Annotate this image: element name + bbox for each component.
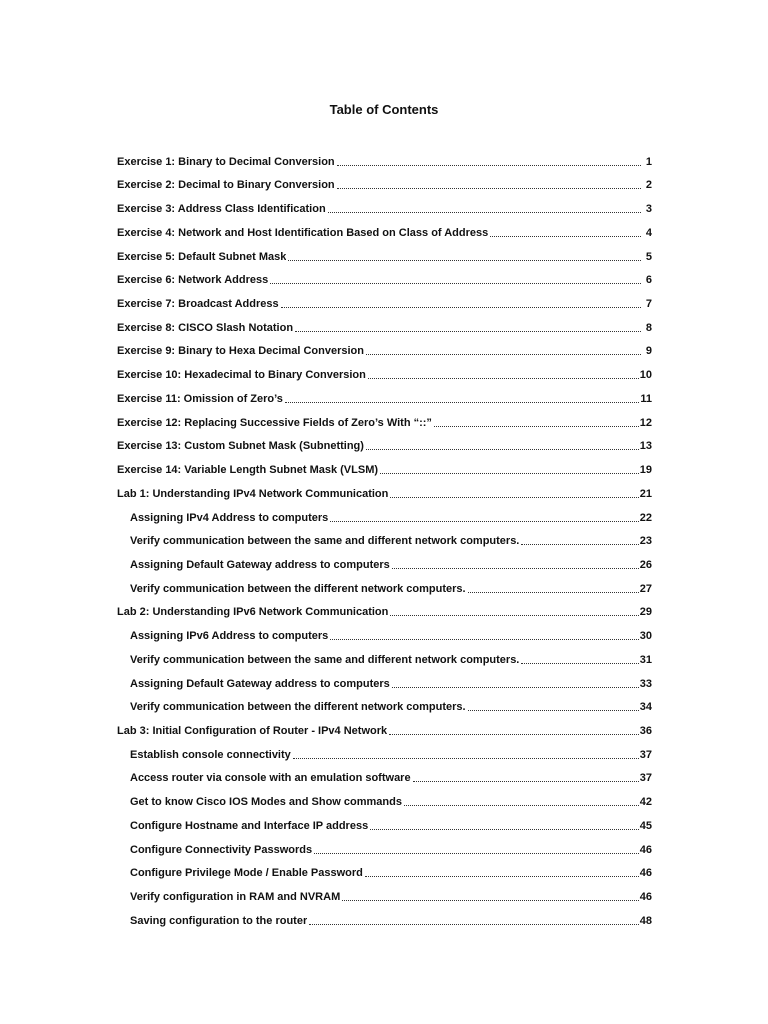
toc-entry-label: Exercise 11: Omission of Zero’s: [117, 392, 283, 405]
toc-entry[interactable]: [117, 737, 652, 761]
toc-entry-label: Lab 2: Understanding IPv6 Network Communication: [117, 606, 389, 619]
toc-entry-page-number: 37: [639, 772, 652, 785]
toc-entry-page-number: 33: [639, 677, 652, 690]
toc-entry-label: Lab 3: Initial Configuration of Router - IPv4 Network: [117, 724, 388, 737]
toc-entry[interactable]: [117, 286, 652, 310]
toc-entry-label: Verify communication between the different network computers.: [130, 701, 466, 714]
toc-dot-leader: [521, 544, 638, 545]
toc-entry[interactable]: [117, 524, 652, 548]
toc-entry[interactable]: [117, 381, 652, 405]
toc-entry-page-number: 2: [645, 179, 652, 192]
toc-entry-page-number: 8: [645, 321, 652, 334]
toc-entry[interactable]: [117, 595, 652, 619]
toc-entry-label: Configure Privilege Mode / Enable Password: [130, 867, 363, 880]
toc-dot-leader: [288, 260, 641, 261]
toc-dot-leader: [404, 805, 639, 806]
toc-dot-leader: [328, 212, 641, 213]
toc-entry-label: Verify communication between the same and different network computers.: [130, 653, 520, 666]
toc-entry-page-number: 31: [639, 653, 652, 666]
toc-entry-page-number: 21: [639, 487, 652, 500]
toc-entry[interactable]: [117, 334, 652, 358]
toc-entry-label: Exercise 4: Network and Host Identification Based on Class of Address: [117, 226, 489, 239]
toc-entry-label: Configure Connectivity Passwords: [130, 843, 313, 856]
toc-entry-label: Assigning IPv6 Address to computers: [130, 630, 329, 643]
toc-entry-page-number: 34: [639, 701, 652, 714]
toc-entry-page-number: 36: [639, 724, 652, 737]
toc-dot-leader: [330, 639, 639, 640]
toc-dot-leader: [309, 924, 639, 925]
toc-entry-page-number: 7: [645, 298, 652, 311]
toc-dot-leader: [390, 615, 638, 616]
toc-entry[interactable]: [117, 547, 652, 571]
toc-entry-page-number: 10: [639, 369, 652, 382]
toc-dot-leader: [468, 710, 639, 711]
toc-dot-leader: [330, 521, 639, 522]
toc-entry[interactable]: [117, 879, 652, 903]
toc-entry-page-number: 11: [640, 392, 652, 405]
toc-entry-page-number: 30: [639, 630, 652, 643]
toc-dot-leader: [365, 876, 639, 877]
toc-entry-label: Exercise 1: Binary to Decimal Conversion: [117, 155, 335, 168]
toc-entry[interactable]: [117, 761, 652, 785]
toc-entry[interactable]: [117, 856, 652, 880]
toc-entry[interactable]: [117, 452, 652, 476]
toc-entry[interactable]: [117, 476, 652, 500]
toc-entry-label: Access router via console with an emulation software: [130, 772, 411, 785]
toc-entry[interactable]: [117, 784, 652, 808]
toc-entry-label: Exercise 5: Default Subnet Mask: [117, 250, 287, 263]
toc-entry-page-number: 9: [645, 345, 652, 358]
toc-entry-page-number: 26: [639, 558, 652, 571]
toc-entry-page-number: 48: [639, 914, 652, 927]
toc-entry[interactable]: [117, 642, 652, 666]
toc-entry[interactable]: [117, 666, 652, 690]
toc-entry[interactable]: [117, 429, 652, 453]
toc-dot-leader: [380, 473, 639, 474]
toc-dot-leader: [434, 426, 639, 427]
toc-entry[interactable]: [117, 357, 652, 381]
toc-entry-label: Exercise 3: Address Class Identification: [117, 203, 326, 216]
toc-dot-leader: [368, 378, 639, 379]
toc-dot-leader: [337, 188, 641, 189]
toc-entry-label: Exercise 8: CISCO Slash Notation: [117, 321, 294, 334]
toc-entry-page-number: 12: [639, 416, 652, 429]
toc-entry-page-number: 37: [639, 748, 652, 761]
toc-dot-leader: [468, 592, 639, 593]
toc-entry-label: Verify configuration in RAM and NVRAM: [130, 891, 341, 903]
toc-entry-label: Exercise 6: Network Address: [117, 274, 269, 287]
toc-entry-label: Verify communication between the different network computers.: [130, 582, 466, 595]
toc-dot-leader: [295, 331, 641, 332]
toc-entry-label: Exercise 10: Hexadecimal to Binary Conversion: [117, 369, 366, 382]
toc-dot-leader: [490, 236, 641, 237]
toc-title: Table of Contents: [329, 102, 439, 117]
toc-entry[interactable]: [117, 618, 652, 642]
toc-list: [117, 144, 652, 927]
toc-dot-leader: [293, 758, 639, 759]
toc-entry[interactable]: [117, 903, 652, 927]
toc-entry[interactable]: [117, 690, 652, 714]
toc-dot-leader: [413, 781, 639, 782]
toc-dot-leader: [314, 853, 639, 854]
toc-entry-label: Assigning Default Gateway address to computers: [130, 558, 390, 571]
toc-entry-page-number: 13: [639, 440, 652, 453]
toc-entry-page-number: 6: [645, 274, 652, 287]
toc-entry[interactable]: [117, 405, 652, 429]
toc-entry-label: Exercise 7: Broadcast Address: [117, 298, 279, 311]
toc-entry-label: Saving configuration to the router: [130, 914, 308, 927]
toc-dot-leader: [342, 900, 639, 901]
toc-dot-leader: [389, 734, 639, 735]
toc-entry[interactable]: [117, 310, 652, 334]
toc-entry[interactable]: [117, 239, 652, 263]
toc-entry-page-number: 3: [645, 203, 652, 216]
toc-entry[interactable]: [117, 215, 652, 239]
toc-entry-label: Exercise 13: Custom Subnet Mask (Subnetting): [117, 440, 364, 453]
toc-dot-leader: [390, 497, 638, 498]
toc-entry-label: Lab 1: Understanding IPv4 Network Communication: [117, 487, 389, 500]
toc-entry-page-number: 1: [645, 155, 652, 168]
toc-entry-page-number: 23: [639, 535, 652, 548]
toc-entry-label: Configure Hostname and Interface IP address: [130, 819, 369, 832]
toc-entry-label: Exercise 14: Variable Length Subnet Mask (VLSM): [117, 464, 379, 477]
toc-entry[interactable]: [117, 144, 652, 168]
toc-entry[interactable]: [117, 808, 652, 832]
toc-dot-leader: [392, 568, 639, 569]
toc-entry-page-number: 19: [639, 464, 652, 477]
toc-entry[interactable]: [117, 263, 652, 287]
toc-entry-label: Assigning IPv4 Address to computers: [130, 511, 329, 524]
toc-dot-leader: [366, 354, 641, 355]
toc-entry-label: Exercise 2: Decimal to Binary Conversion: [117, 179, 335, 192]
toc-entry-label: Assigning Default Gateway address to computers: [130, 677, 390, 690]
toc-entry[interactable]: [117, 832, 652, 856]
toc-entry-page-number: 22: [639, 511, 652, 524]
toc-entry-label: Establish console connectivity: [130, 748, 291, 761]
toc-entry-page-number: 46: [639, 867, 652, 880]
toc-entry-page-number: 42: [639, 796, 652, 809]
toc-entry-page-number: 46: [639, 843, 652, 856]
toc-dot-leader: [521, 663, 638, 664]
toc-entry-label: Get to know Cisco IOS Modes and Show commands: [130, 796, 402, 809]
toc-entry[interactable]: [117, 500, 652, 524]
toc-dot-leader: [337, 165, 641, 166]
toc-entry-page-number: 45: [639, 819, 652, 832]
toc-entry-page-number: 29: [639, 606, 652, 619]
toc-entry-label: Exercise 12: Replacing Successive Fields of Zero’s With “::”: [117, 416, 432, 429]
toc-dot-leader: [285, 402, 639, 403]
toc-dot-leader: [281, 307, 641, 308]
toc-entry-label: Verify communication between the same and different network computers.: [130, 535, 520, 548]
toc-entry[interactable]: [117, 571, 652, 595]
toc-entry[interactable]: [117, 168, 652, 192]
toc-dot-leader: [392, 687, 639, 688]
toc-entry-page-number: 46: [639, 891, 652, 903]
toc-dot-leader: [370, 829, 639, 830]
toc-entry[interactable]: [117, 191, 652, 215]
toc-dot-leader: [366, 449, 639, 450]
toc-entry-page-number: 27: [639, 582, 652, 595]
toc-entry-page-number: 4: [645, 226, 652, 239]
toc-entry-label: Exercise 9: Binary to Hexa Decimal Conversion: [117, 345, 364, 358]
toc-entry[interactable]: [117, 713, 652, 737]
toc-entry-page-number: 5: [645, 250, 652, 263]
toc-dot-leader: [270, 283, 641, 284]
